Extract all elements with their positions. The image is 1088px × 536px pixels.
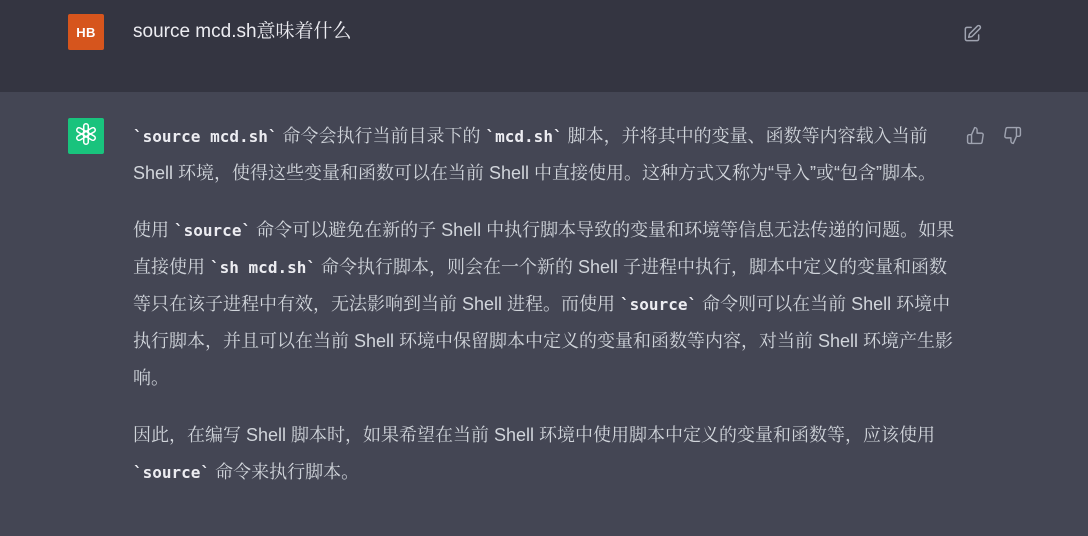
assistant-paragraph <box>133 118 955 192</box>
assistant-avatar <box>68 118 104 154</box>
inline-code: `source mcd.sh` <box>133 127 278 146</box>
thumbs-up-button[interactable] <box>966 126 985 145</box>
text-segment: 脚本，并将其中的变量、函数等内容载入当前 Shell 环境，使得这些变量和函数可以在当前 Shell 中直接使用。这种方式又称为“导入”或“包含”脚本。 <box>133 126 937 183</box>
assistant-paragraph <box>133 417 955 491</box>
user-avatar-initials: HB <box>76 24 96 40</box>
inline-code: `sh mcd.sh` <box>210 258 316 277</box>
openai-logo-icon <box>73 121 99 152</box>
thumbs-down-icon <box>1003 133 1022 148</box>
user-message-row <box>0 0 1088 92</box>
text-segment: 命令可以避免在新的子 Shell 中执行脚本导致的变量和环境等信息无法传递的问题。如果直接使用 <box>133 220 955 277</box>
inline-code: `mcd.sh` <box>485 127 563 146</box>
assistant-message-row <box>0 92 1088 536</box>
text-segment: 因此，在编写 Shell 脚本时，如果希望在当前 Shell 环境中使用脚本中定义的变量和函数等，应该使用 <box>133 425 936 445</box>
edit-pencil-square-icon <box>962 32 982 47</box>
assistant-message-text <box>133 118 955 491</box>
edit-message-button[interactable] <box>962 24 982 44</box>
inline-code: `source` <box>620 295 698 314</box>
inline-code: `source` <box>174 221 252 240</box>
user-message-text: source mcd.sh意味着什么 <box>133 21 352 42</box>
thumbs-down-button[interactable] <box>1003 126 1022 145</box>
text-segment: 命令会执行当前目录下的 <box>277 126 486 146</box>
thumbs-up-icon <box>966 133 985 148</box>
text-segment: 命令来执行脚本。 <box>210 462 360 482</box>
assistant-paragraph <box>133 212 955 397</box>
user-avatar <box>68 14 104 50</box>
text-segment: 命令则可以在当前 Shell 环境中执行脚本，并且可以在当前 Shell 环境中保留脚本中定义的变量和函数等内容，对当前 Shell 环境产生影响。 <box>133 294 954 388</box>
text-segment: 命令执行脚本，则会在一个新的 Shell 子进程中执行，脚本中定义的变量和函数等只在该子进程中有效，无法影响到当前 Shell 进程。而使用 <box>133 257 948 314</box>
text-segment: 使用 <box>133 220 175 240</box>
inline-code: `source` <box>133 463 211 482</box>
